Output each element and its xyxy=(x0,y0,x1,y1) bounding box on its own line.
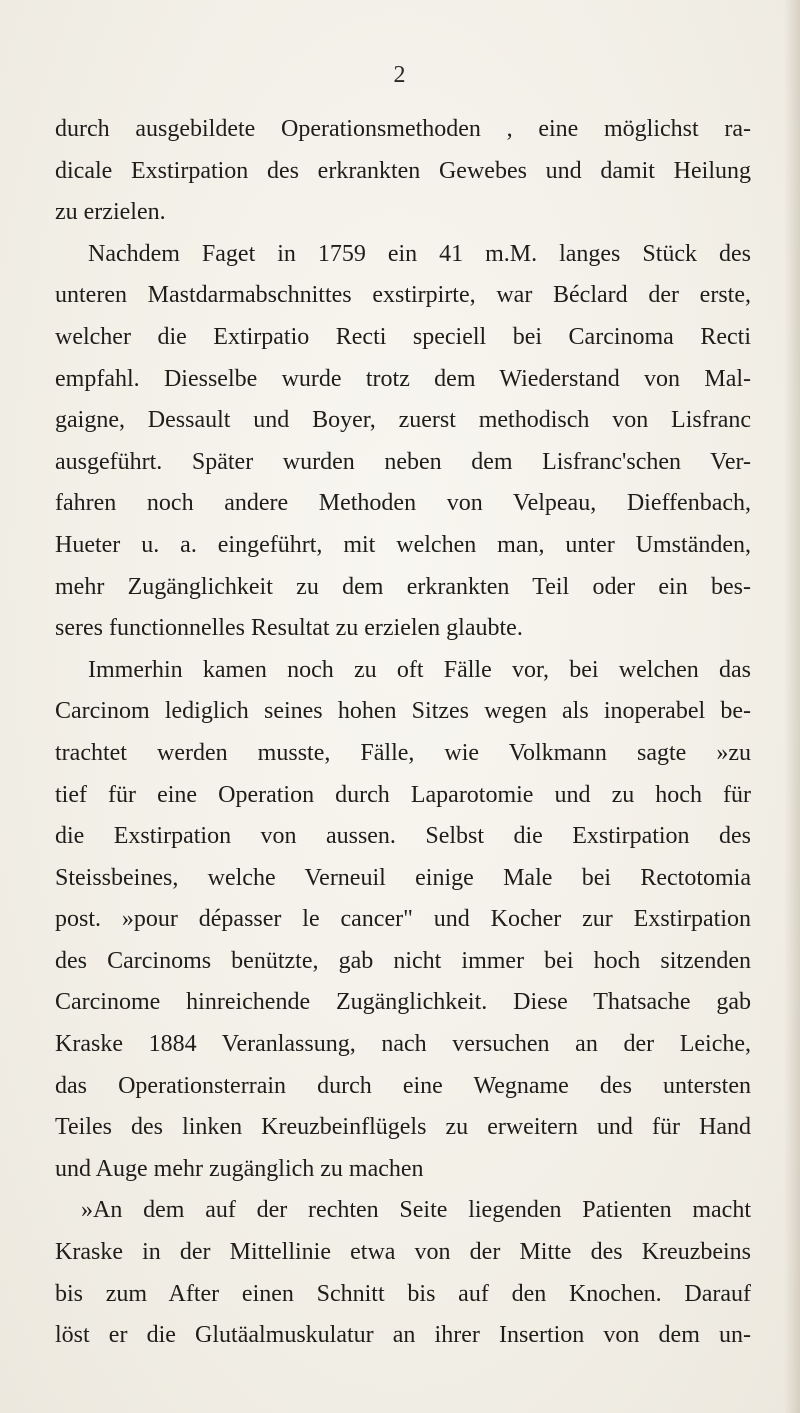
text-line: trachtet werden musste, Fälle, wie Volkmann sagte »zu xyxy=(55,739,751,766)
paragraph-3 xyxy=(55,650,751,1191)
text-line: tief für eine Operation durch Laparotomie und zu hoch für xyxy=(55,781,751,808)
page-edge-shadow xyxy=(784,0,800,1413)
text-line: Carcinome hinreichende Zugänglichkeit. Diese Thatsache gab xyxy=(55,989,751,1016)
text-line: Nachdem Faget in 1759 ein 41 m.M. langes Stück des xyxy=(88,240,751,267)
page-number: 2 xyxy=(393,62,407,88)
paragraph-4 xyxy=(55,1190,751,1356)
text-line: ausgeführt. Später wurden neben dem Lisfranc'schen Ver- xyxy=(55,448,751,475)
text-line: dicale Exstirpation des erkrankten Gewebes und damit Heilung xyxy=(55,157,751,184)
paragraph-1 xyxy=(55,109,751,234)
text-line: löst er die Glutäalmuskulatur an ihrer Insertion von dem un- xyxy=(55,1322,751,1349)
text-line: Steissbeines, welche Verneuil einige Male bei Rectotomia xyxy=(55,864,751,891)
text-line: post. »pour dépasser le cancer" und Kocher zur Exstirpation xyxy=(55,906,751,933)
text-line: »An dem auf der rechten Seite liegenden Patienten macht xyxy=(81,1197,751,1224)
paragraph-2 xyxy=(55,234,751,650)
text-line: fahren noch andere Methoden von Velpeau, Dieffenbach, xyxy=(55,490,751,517)
text-line: durch ausgebildete Operationsmethoden , eine möglichst ra- xyxy=(55,116,751,142)
text-line: und Auge mehr zugänglich zu machen xyxy=(55,1155,424,1182)
text-line: Kraske 1884 Veranlassung, nach versuchen an der Leiche, xyxy=(55,1031,751,1058)
text-line: seres functionnelles Resultat zu erzielen glaubte. xyxy=(55,615,523,642)
text-line: Kraske in der Mittellinie etwa von der Mitte des Kreuzbeins xyxy=(55,1239,751,1266)
text-line: das Operationsterrain durch eine Wegname des untersten xyxy=(55,1072,751,1099)
text-line: empfahl. Diesselbe wurde trotz dem Wiederstand von Mal- xyxy=(55,365,751,392)
text-line: welcher die Extirpatio Recti speciell bei Carcinoma Recti xyxy=(55,323,751,350)
text-line: Teiles des linken Kreuzbeinflügels zu erweitern und für Hand xyxy=(55,1114,751,1141)
text-line: des Carcinoms benützte, gab nicht immer bei hoch sitzenden xyxy=(55,947,751,974)
text-line: gaigne, Dessault und Boyer, zuerst methodisch von Lisfranc xyxy=(55,407,751,434)
text-body xyxy=(55,109,751,1357)
text-line: Hueter u. a. eingeführt, mit welchen man, unter Umständen, xyxy=(55,531,751,558)
text-line: die Exstirpation von aussen. Selbst die Exstirpation des xyxy=(55,823,751,850)
text-line: bis zum After einen Schnitt bis auf den Knochen. Darauf xyxy=(55,1280,751,1307)
text-line: unteren Mastdarmabschnittes exstirpirte, war Béclard der erste, xyxy=(55,282,751,309)
text-line: mehr Zugänglichkeit zu dem erkrankten Teil oder ein bes- xyxy=(55,573,751,600)
text-line: Immerhin kamen noch zu oft Fälle vor, bei welchen das xyxy=(88,656,751,683)
text-line: zu erzielen. xyxy=(55,199,166,226)
text-line: Carcinom lediglich seines hohen Sitzes wegen als inoperabel be- xyxy=(55,698,751,725)
